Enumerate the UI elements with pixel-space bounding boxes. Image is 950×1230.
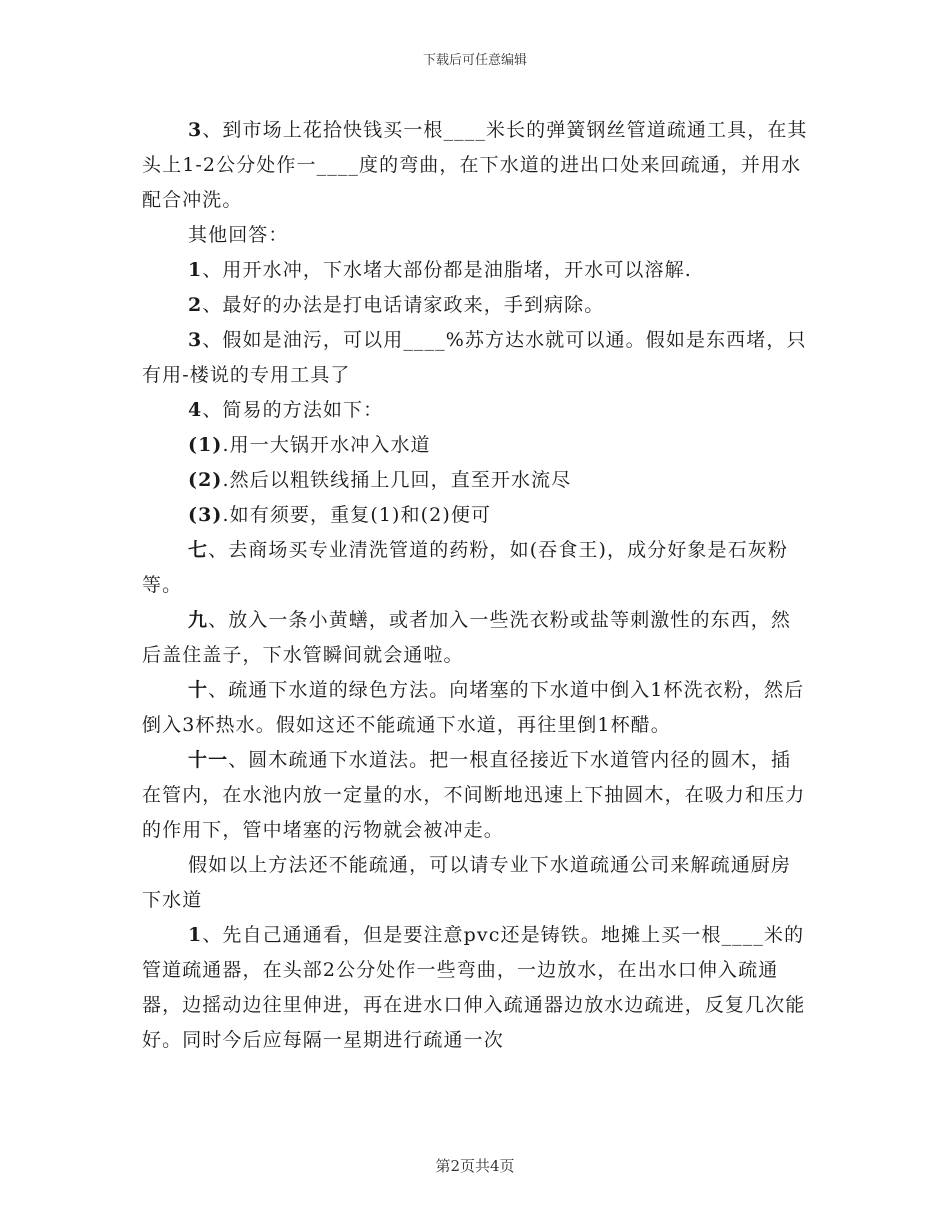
paragraph-text: 、简易的方法如下：: [202, 399, 384, 421]
paragraph-step-3: [142, 498, 810, 533]
paragraph-lead: (2): [188, 469, 223, 491]
paragraph-lead: 十: [188, 679, 209, 701]
document-body: [142, 113, 810, 1058]
page-header: 下载后可任意编辑: [422, 53, 527, 68]
paragraph-lead: 九: [188, 609, 209, 631]
paragraph-professional-service: [142, 848, 810, 918]
paragraph-lead: 七: [188, 539, 209, 561]
paragraph-text: 、用开水冲，下水堵大部份都是油脂堵，开水可以溶解.: [202, 259, 692, 281]
paragraph-lead: (3): [188, 504, 223, 526]
paragraph-step-2: [142, 463, 810, 498]
paragraph-text: 、疏通下水道的绿色方法。向堵塞的下水道中倒入1杯洗衣粉，然后倒入3杯热水。假如这还不能疏通下水道，再往里倒1杯醋。: [142, 679, 805, 736]
paragraph-text: 、假如是油污，可以用____%苏方达水就可以通。假如是东西堵，只有用-楼说的专用工具了: [142, 329, 807, 386]
paragraph-text: 、先自己通通看，但是要注意pvc还是铸铁。地摊上买一根____米的管道疏通器，在头部2公分处作一些弯曲，一边放水，在出水口伸入疏通器，边摇动边往里伸进，再在进水口伸入疏通器边放水边疏进，反复几次能好。同时今后应每隔一星期进行疏通一次: [142, 924, 806, 1051]
page-footer: 第2页共4页: [435, 1157, 515, 1175]
paragraph-answer-2: [142, 288, 810, 323]
paragraph-answer-4: [142, 393, 810, 428]
paragraph-answer-1: [142, 253, 810, 288]
paragraph-eleven: [142, 743, 810, 848]
paragraph-kitchen-1: [142, 918, 810, 1058]
paragraph-other-answers: [142, 218, 810, 253]
paragraph-lead: 4: [188, 399, 203, 421]
paragraph-text: 、圆木疏通下水道法。把一根直径接近下水道管内径的圆木，插在管内，在水池内放一定量的水，不间断地迅速上下抽圆木，在吸力和压力的作用下，管中堵塞的污物就会被冲走。: [142, 749, 806, 841]
paragraph-text: 、最好的办法是打电话请家政来，手到病除。: [202, 294, 605, 316]
paragraph-text: .如有须要，重复(1)和(2)便可: [222, 504, 492, 526]
paragraph-3-spring-wire: [142, 113, 810, 218]
paragraph-step-1: [142, 428, 810, 463]
paragraph-text: .用一大锅开水冲入水道: [222, 434, 431, 456]
paragraph-lead: 3: [188, 119, 203, 141]
paragraph-lead: 3: [188, 329, 203, 351]
paragraph-text: .然后以粗铁线捅上几回，直至开水流尽: [222, 469, 572, 491]
paragraph-lead: 十一: [188, 749, 229, 771]
paragraph-nine: [142, 603, 810, 673]
paragraph-text: 、到市场上花拾快钱买一根____米长的弹簧钢丝管道疏通工具，在其头上1-2公分处作一____度的弯曲，在下水道的进出口处来回疏通，并用水配合冲洗。: [142, 119, 808, 211]
paragraph-text: 、去商场买专业清洗管道的药粉，如(吞食王)，成分好象是石灰粉等。: [142, 539, 788, 596]
paragraph-lead: 2: [188, 294, 203, 316]
paragraph-seven: [142, 533, 810, 603]
paragraph-lead: 1: [188, 924, 203, 946]
paragraph-text: 假如以上方法还不能疏通，可以请专业下水道疏通公司来解疏通厨房下水道: [142, 854, 792, 911]
paragraph-lead: (1): [188, 434, 223, 456]
paragraph-lead: 1: [188, 259, 203, 281]
paragraph-answer-3: [142, 323, 810, 393]
paragraph-ten: [142, 673, 810, 743]
paragraph-text: 其他回答：: [188, 224, 289, 246]
paragraph-text: 、放入一条小黄蟮，或者加入一些洗衣粉或盐等刺激性的东西，然后盖住盖子，下水管瞬间就会通啦。: [142, 609, 792, 666]
